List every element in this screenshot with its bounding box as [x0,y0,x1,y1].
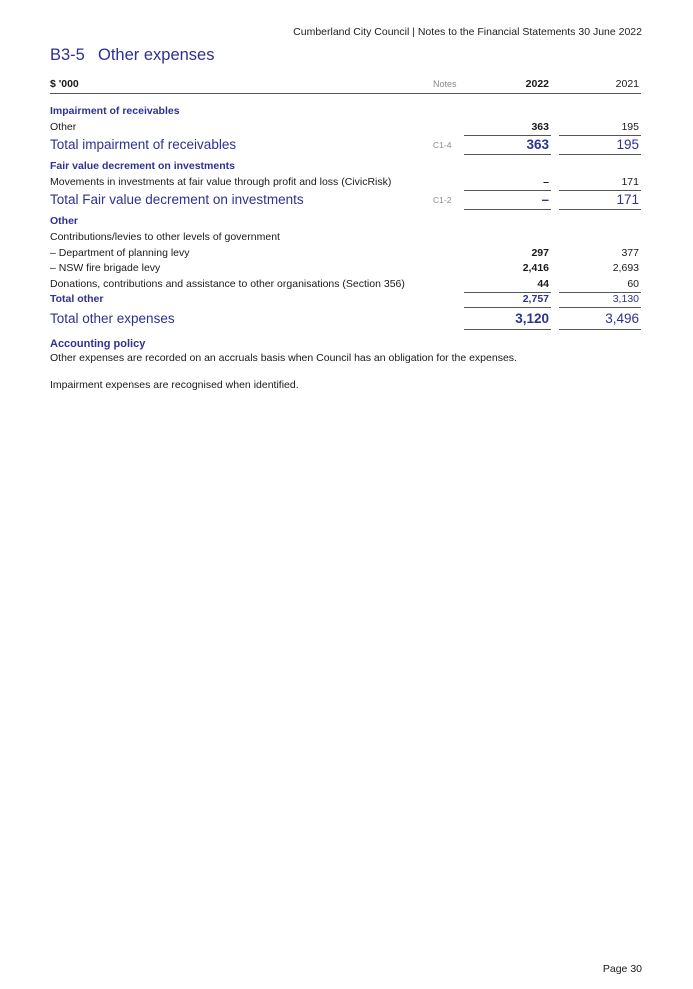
value-2022: 44 [537,277,549,290]
col-header-2022: 2022 [525,78,549,90]
expenses-table [50,76,641,330]
note-number: B3-5 [50,46,85,64]
table-header-row [50,76,641,94]
value-2021: 195 [616,137,639,153]
table-row [50,175,641,191]
table-row [50,246,641,262]
row-label: – Department of planning levy [50,246,190,259]
section-heading-impairment: Impairment of receivables [50,105,180,117]
value-2021: 377 [621,246,639,259]
table-row [50,277,641,293]
row-label: Total other expenses [50,310,175,326]
value-2022: 363 [526,137,549,153]
col-header-2021: 2021 [615,78,639,90]
note-title-text: Other expenses [98,46,215,64]
row-label: Total impairment of receivables [50,137,237,153]
subtotal-row [50,135,641,155]
row-label: Total Fair value decrement on investments [50,192,304,208]
value-2022: 363 [531,120,549,133]
value-2021: 2,693 [612,262,639,275]
section-heading-row [50,214,641,230]
note-title [50,46,214,65]
note-ref: C1-4 [433,140,452,151]
row-label: – NSW fire brigade levy [50,262,161,275]
page-header: Cumberland City Council | Notes to the Financial Statements 30 June 2022 [293,26,642,38]
value-2022: – [541,192,549,208]
row-label: Contributions/levies to other levels of government [50,230,280,243]
table-row [50,120,641,136]
note-ref: C1-2 [433,195,452,206]
col-header-label: $ '000 [50,78,79,90]
row-label: Donations, contributions and assistance to other organisations (Section 356) [50,277,405,290]
table-row [50,261,641,277]
value-2022: 3,120 [515,310,549,326]
value-2021: 195 [621,120,639,133]
subtotal-row [50,292,641,308]
row-label: Movements in investments at fair value through profit and loss (CivicRisk) [50,175,392,188]
accounting-policy [50,337,650,392]
value-2022: 2,416 [522,262,549,275]
row-label: Other [50,120,77,133]
value-2021: 3,130 [612,293,639,306]
value-2021: 3,496 [605,310,639,326]
value-2022: – [543,175,549,188]
table-row [50,230,641,246]
page-number: Page 30 [602,963,642,975]
section-heading-other: Other [50,215,79,228]
value-2021: 60 [627,277,639,290]
grand-total-row [50,308,641,330]
policy-title: Accounting policy [50,338,146,350]
value-2021: 171 [621,175,639,188]
value-2021: 171 [616,192,639,208]
policy-paragraph: Other expenses are recorded on an accruals basis when Council has an obligation for the expenses. [50,352,517,364]
subtotal-row [50,190,641,210]
value-2022: 2,757 [522,293,549,306]
section-heading-row [50,104,641,120]
section-heading-fair-value: Fair value decrement on investments [50,160,235,173]
row-label: Total other [50,293,104,306]
value-2022: 297 [531,246,549,259]
section-heading-row [50,159,641,175]
policy-paragraph: Impairment expenses are recognised when identified. [50,379,299,391]
col-header-notes: Notes [433,79,457,89]
